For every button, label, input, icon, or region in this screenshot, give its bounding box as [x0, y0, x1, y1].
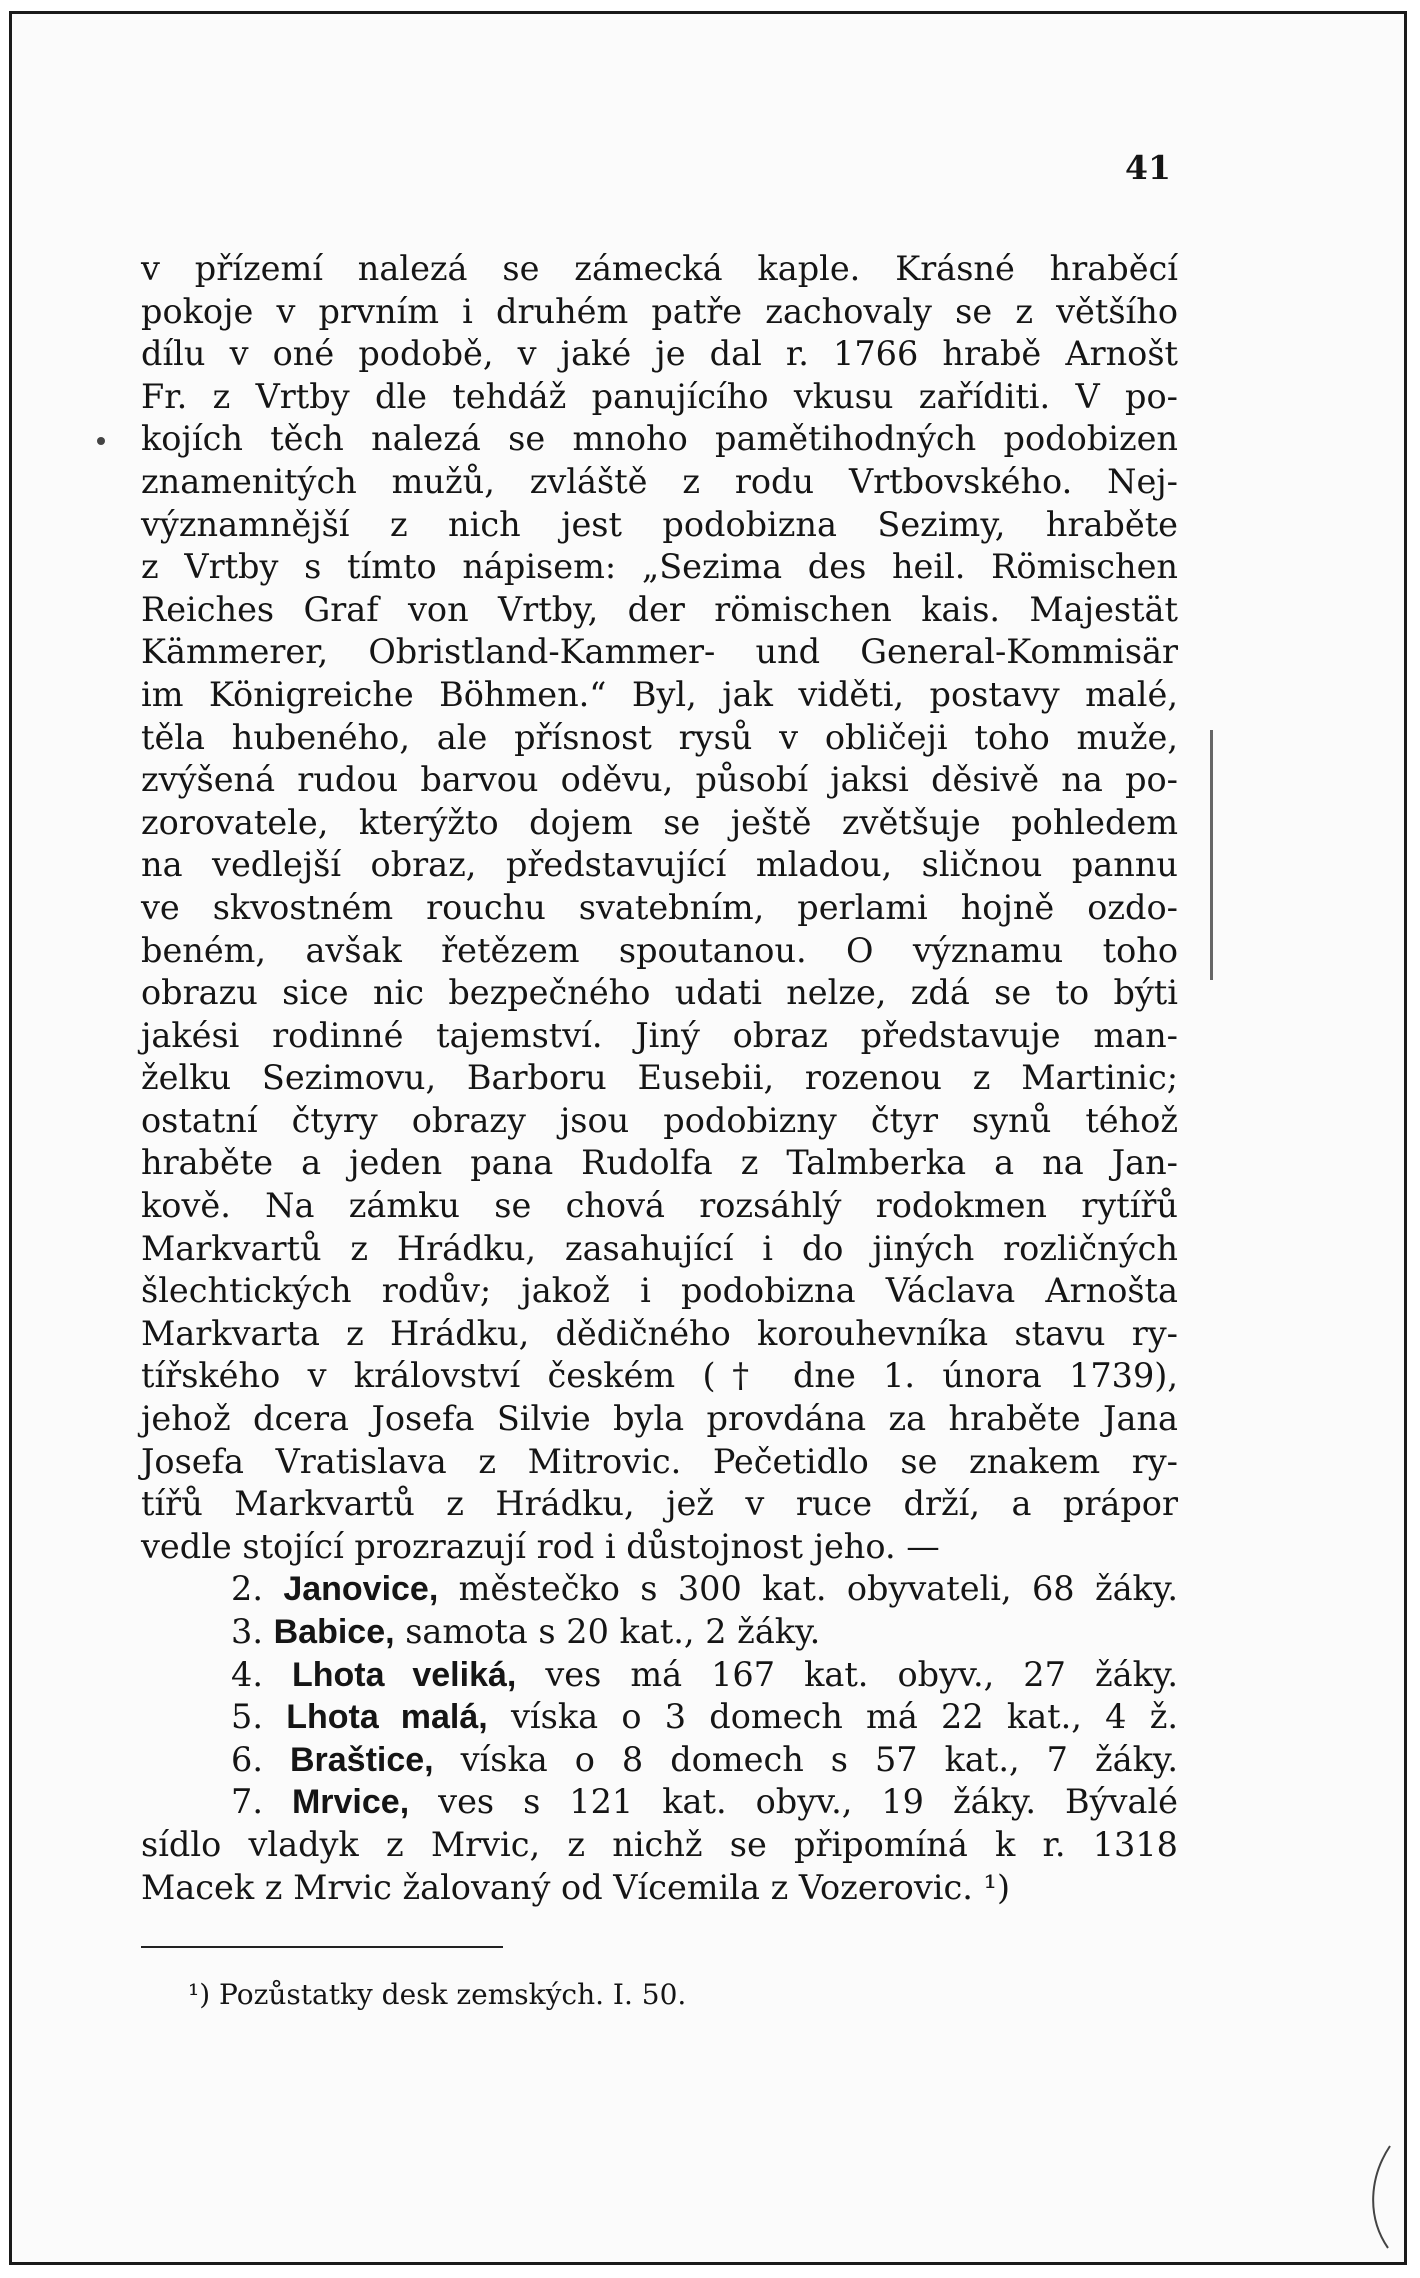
text-line: Kämmerer, Obristland-Kammer- und General-Kommisär: [141, 632, 1178, 672]
text-line: beném, avšak řetězem spoutanou. O významu toho: [141, 930, 1178, 970]
item-number: 3.: [231, 1612, 263, 1651]
place-name: Lhota veliká,: [292, 1655, 517, 1694]
text-line: Markvarta z Hrádku, dědičného korouhevníka stavu ry-: [141, 1313, 1178, 1353]
text-line: Reiches Graf von Vrtby, der römischen kais. Majestät: [141, 589, 1178, 629]
text-line: znamenitých mužů, zvláště z rodu Vrtbovského. Nej-: [141, 461, 1178, 501]
text-line: tířů Markvartů z Hrádku, jež v ruce drží, a prápor: [141, 1484, 1178, 1524]
place-name: Babice,: [273, 1613, 395, 1651]
text-line: kově. Na zámku se chová rozsáhlý rodokmen rytířů: [141, 1186, 1178, 1226]
text-line: Fr. z Vrtby dle tehdáž panujícího vkusu zaříditi. V po-: [141, 376, 1178, 416]
text-line: na vedlejší obraz, představující mladou, sličnou pannu: [141, 845, 1178, 885]
text-line: Macek z Mrvic žalovaný od Vícemila z Vozerovic. ¹): [141, 1867, 1011, 1907]
text-line: zorovatele, kterýžto dojem se ještě zvětšuje pohledem: [141, 802, 1178, 842]
text-line: jakési rodinné tajemství. Jiný obraz představuje man-: [141, 1015, 1178, 1055]
list-item: [141, 1739, 1178, 1782]
item-text: víska o 8 domech s 57 kat., 7 žáky.: [460, 1739, 1179, 1779]
margin-dot: [97, 437, 105, 445]
list-item: [141, 1568, 1178, 1611]
item-number: 7.: [231, 1782, 263, 1822]
footnote-rule: [141, 1946, 503, 1948]
place-name: Lhota malá,: [286, 1698, 488, 1737]
body-text: [141, 248, 1178, 1909]
place-name: Janovice,: [283, 1570, 439, 1609]
text-line: obrazu sice nic bezpečného udati nelze, zdá se to býti: [141, 973, 1178, 1013]
text-line: dílu v oné podobě, v jaké je dal r. 1766 hrabě Arnošt: [141, 334, 1178, 374]
page-corner-mark: [1360, 2136, 1400, 2256]
item-number: 5.: [231, 1697, 263, 1737]
place-name: Mrvice,: [291, 1783, 410, 1822]
text-line: z Vrtby s tímto nápisem: „Sezima des heil. Römischen: [141, 547, 1178, 587]
list-item: [141, 1781, 1178, 1824]
item-number: 4.: [231, 1654, 263, 1694]
item-text: ves s 121 kat. obyv., 19 žáky. Bývalé: [438, 1782, 1178, 1822]
text-line: zvýšená rudou barvou oděvu, působí jaksi děsivě na po-: [141, 760, 1178, 800]
text-line: želku Sezimovu, Barboru Eusebii, rozenou z Martinic;: [141, 1058, 1178, 1098]
list-item: [141, 1611, 1178, 1654]
text-line: tířského v království českém († dne 1. února 1739),: [141, 1356, 1178, 1396]
item-text: samota s 20 kat., 2 žáky.: [405, 1612, 821, 1651]
text-line: ve skvostném rouchu svatebním, perlami hojně ozdo-: [141, 887, 1178, 927]
text-line: ostatní čtyry obrazy jsou podobizny čtyr synů téhož: [141, 1100, 1178, 1140]
text-line: vedle stojící prozrazují rod i důstojnost jeho. —: [141, 1526, 940, 1566]
place-name: Braštice,: [289, 1740, 434, 1779]
item-number: 6.: [231, 1739, 263, 1779]
text-line: významnější z nich jest podobizna Sezimy, hraběte: [141, 504, 1178, 544]
page-number: 41: [1125, 148, 1171, 187]
text-line: Josefa Vratislava z Mitrovic. Pečetidlo se znakem ry-: [141, 1441, 1178, 1481]
text-line: Markvartů z Hrádku, zasahující i do jiných rozličných: [141, 1228, 1178, 1268]
text-line: v přízemí nalezá se zámecká kaple. Krásné hraběcí: [141, 249, 1178, 288]
text-line: šlechtických rodův; jakož i podobizna Václava Arnošta: [141, 1271, 1178, 1311]
item-text: víska o 3 domech má 22 kat., 4 ž.: [510, 1697, 1179, 1737]
item-number: 2.: [231, 1569, 263, 1609]
item-text: městečko s 300 kat. obyvateli, 68 žáky.: [458, 1569, 1178, 1609]
text-line: jehož dcera Josefa Silvie byla provdána za hraběte Jana: [141, 1399, 1178, 1439]
text-line: hraběte a jeden pana Rudolfa z Talmberka a na Jan-: [141, 1143, 1178, 1183]
list-item: [141, 1654, 1178, 1697]
text-line: pokoje v prvním i druhém patře zachovaly se z většího: [141, 291, 1178, 331]
margin-pencil-line: [1210, 730, 1213, 980]
text-line: im Königreiche Böhmen.“ Byl, jak viděti, postavy malé,: [141, 674, 1178, 714]
text-line: kojích těch nalezá se mnoho pamětihodných podobizen: [141, 419, 1178, 459]
list-item: [141, 1696, 1178, 1739]
item-text: ves má 167 kat. obyv., 27 žáky.: [545, 1654, 1178, 1694]
text-line: těla hubeného, ale přísnost rysů v obličeji toho muže,: [141, 717, 1178, 757]
footnote: ¹) Pozůstatky desk zemských. I. 50.: [188, 1978, 687, 2011]
text-line: sídlo vladyk z Mrvic, z nichž se připomíná k r. 1318: [141, 1824, 1178, 1864]
